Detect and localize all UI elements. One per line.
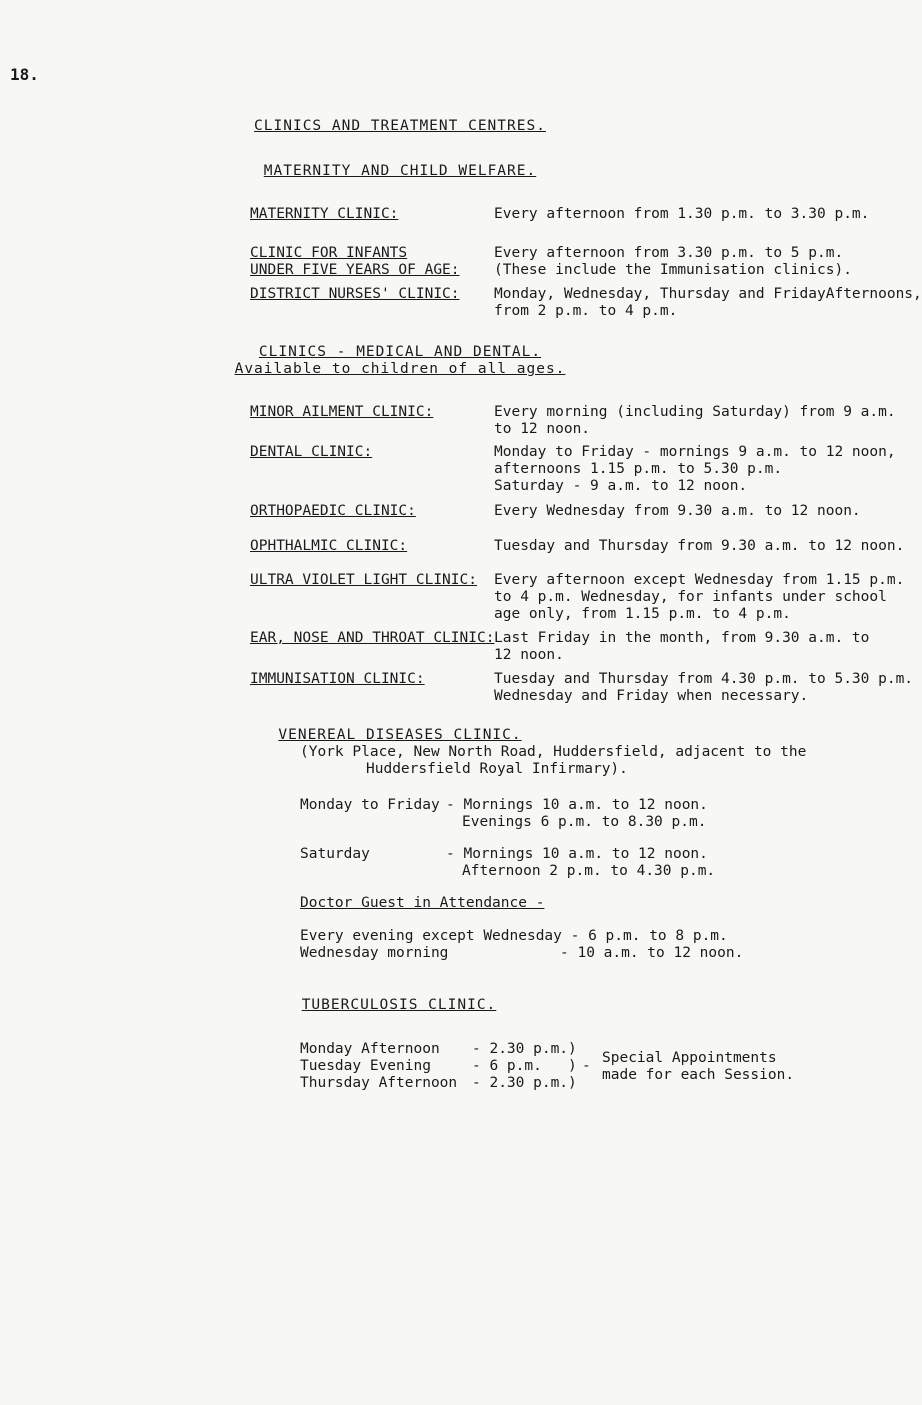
vd-mon-fri-label: Monday to Friday <box>300 797 440 813</box>
dental-clinic-hours: Monday to Friday - mornings 9 a.m. to 12 noon, afternoons 1.15 p.m. to 5.30 p.m. Saturday - 9 a.m. to 12 noon. <box>494 444 896 494</box>
ultra-violet-hours: Every afternoon except Wednesday from 1.15 p.m. to 4 p.m. Wednesday, for infants under school age only, from 1.15 p.m. to 4 p.m. <box>494 572 905 622</box>
vd-doctor-attendance: Doctor Guest in Attendance - <box>300 895 545 911</box>
vd-saturday-label: Saturday <box>300 846 370 862</box>
immunisation-hours: Tuesday and Thursday from 4.30 p.m. to 5.30 p.m. Wednesday and Friday when necessary. <box>494 671 914 704</box>
tb-note-line1: Special Appointments <box>602 1050 777 1066</box>
maternity-clinic-label: MATERNITY CLINIC: <box>250 206 399 222</box>
tb-day-tuesday: Tuesday Evening <box>300 1058 431 1074</box>
immunisation-label: IMMUNISATION CLINIC: <box>250 671 425 687</box>
tb-time-monday: - 2.30 p.m.) <box>472 1041 577 1057</box>
tb-time-thursday: - 2.30 p.m.) <box>472 1075 577 1091</box>
orthopaedic-label: ORTHOPAEDIC CLINIC: <box>250 503 416 519</box>
ophthalmic-hours: Tuesday and Thursday from 9.30 a.m. to 12 noon. <box>494 538 905 554</box>
infants-clinic-label: CLINIC FOR INFANTS UNDER FIVE YEARS OF AGE: <box>250 245 460 278</box>
dental-clinic-label: DENTAL CLINIC: <box>250 444 373 460</box>
orthopaedic-hours: Every Wednesday from 9.30 a.m. to 12 noon. <box>494 503 861 519</box>
tuberculosis-heading: TUBERCULOSIS CLINIC. <box>301 997 497 1013</box>
page-title: CLINICS AND TREATMENT CENTRES. <box>254 118 546 134</box>
tb-time-tuesday: - 6 p.m. ) <box>472 1058 577 1074</box>
tb-dash: - <box>582 1058 591 1074</box>
vd-mon-fri-mornings: - Mornings 10 a.m. to 12 noon. <box>446 797 708 813</box>
venereal-address-line1: (York Place, New North Road, Huddersfield, adjacent to the <box>300 744 807 760</box>
page-number: 18. <box>10 65 39 84</box>
vd-every-evening: Every evening except Wednesday - 6 p.m. to 8 p.m. <box>300 928 728 944</box>
ent-clinic-hours: Last Friday in the month, from 9.30 a.m. to 12 noon. <box>494 630 870 663</box>
minor-ailment-hours: Every morning (including Saturday) from 9 a.m. to 12 noon. <box>494 404 896 437</box>
medical-heading: CLINICS - MEDICAL AND DENTAL. <box>258 344 542 360</box>
vd-mon-fri-evenings: Evenings 6 p.m. to 8.30 p.m. <box>462 814 707 830</box>
district-nurses-label: DISTRICT NURSES' CLINIC: <box>250 286 460 302</box>
infants-clinic-hours: Every afternoon from 3.30 p.m. to 5 p.m. (These include the Immunisation clinics). <box>494 245 852 278</box>
maternity-clinic-hours: Every afternoon from 1.30 p.m. to 3.30 p.m. <box>494 206 870 222</box>
medical-subheading: Available to children of all ages. <box>234 361 566 377</box>
ophthalmic-label: OPHTHALMIC CLINIC: <box>250 538 408 554</box>
vd-wednesday-time: - 10 a.m. to 12 noon. <box>560 945 744 961</box>
vd-saturday-afternoon: Afternoon 2 p.m. to 4.30 p.m. <box>462 863 716 879</box>
venereal-address-line2: Huddersfield Royal Infirmary). <box>366 761 628 777</box>
minor-ailment-label: MINOR AILMENT CLINIC: <box>250 404 434 420</box>
tb-note-line2: made for each Session. <box>602 1067 795 1083</box>
ultra-violet-label: ULTRA VIOLET LIGHT CLINIC: <box>250 572 477 588</box>
ent-clinic-label: EAR, NOSE AND THROAT CLINIC: <box>250 630 495 646</box>
district-nurses-hours: Monday, Wednesday, Thursday and FridayAfternoons, from 2 p.m. to 4 p.m. <box>494 286 922 319</box>
venereal-heading: VENEREAL DISEASES CLINIC. <box>278 727 522 743</box>
tb-day-monday: Monday Afternoon <box>300 1041 440 1057</box>
vd-saturday-mornings: - Mornings 10 a.m. to 12 noon. <box>446 846 708 862</box>
tb-day-thursday: Thursday Afternoon <box>300 1075 458 1091</box>
vd-wednesday-label: Wednesday morning <box>300 945 449 961</box>
maternity-heading: MATERNITY AND CHILD WELFARE. <box>263 163 537 179</box>
